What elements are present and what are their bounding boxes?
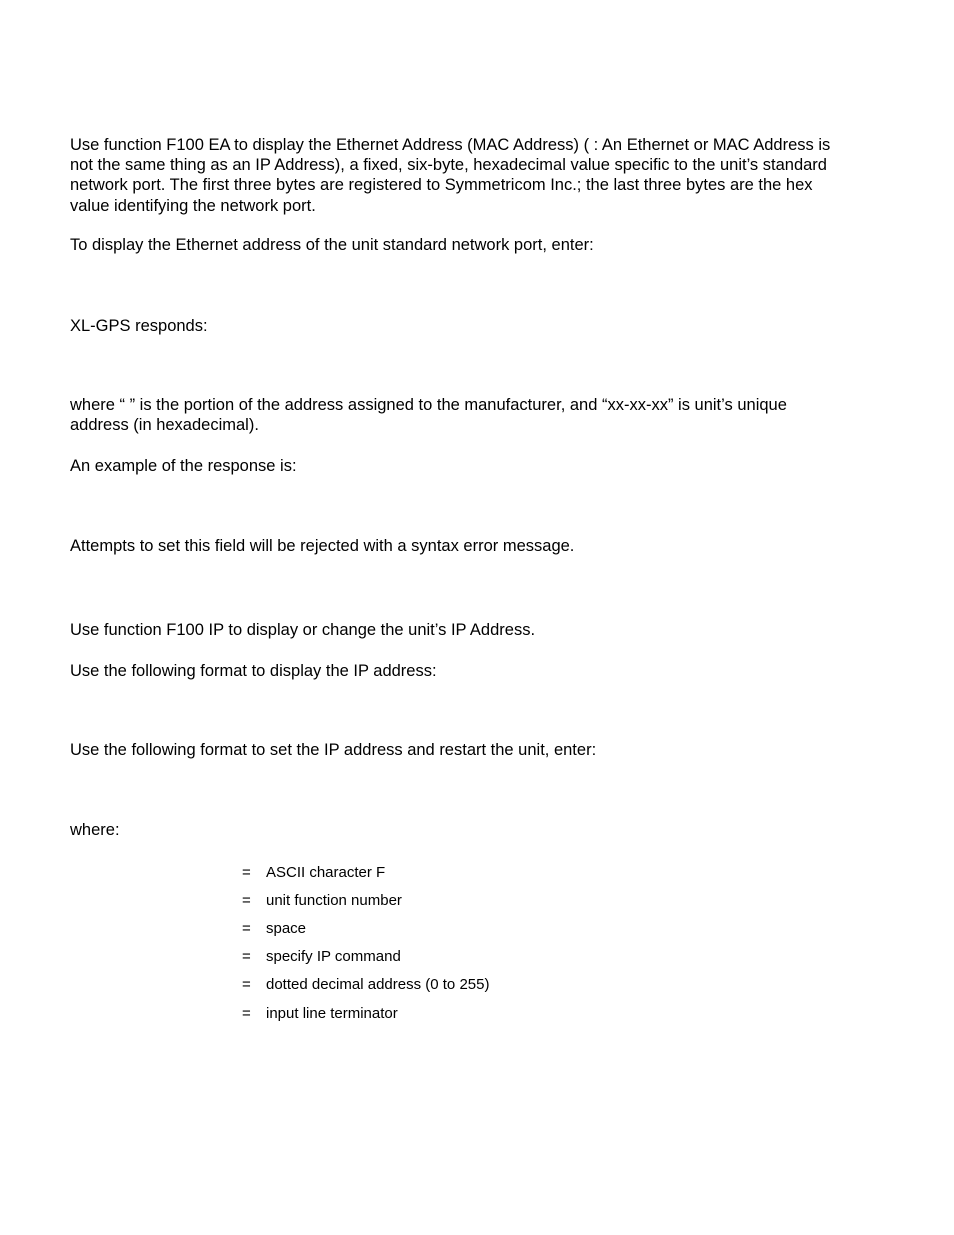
- equals-sign: =: [242, 948, 251, 965]
- definition-text: dotted decimal address (0 to 255): [266, 976, 490, 993]
- definition-row: [242, 864, 385, 882]
- ip-intro-paragraph: Use function F100 IP to display or change the unit’s IP Address.: [70, 621, 536, 639]
- equals-sign: =: [242, 976, 251, 993]
- ea-attempts-paragraph: Attempts to set this field will be rejected with a syntax error message.: [70, 537, 575, 555]
- definition-row: [242, 1005, 398, 1023]
- definition-row: [242, 948, 401, 966]
- definition-text: ASCII character F: [266, 864, 386, 881]
- ip-where-paragraph: where:: [70, 821, 120, 839]
- definition-row: [242, 892, 402, 910]
- definition-row: [242, 976, 489, 994]
- equals-sign: =: [242, 1005, 251, 1022]
- definition-text: space: [266, 920, 307, 937]
- definition-row: [242, 920, 306, 938]
- ea-intro-paragraph: Use function F100 EA to display the Ethernet Address (MAC Address) ( : An Ethernet or MAC Address is not the same thing as an IP Address), a fixed, six-byte, hexadecimal value specific to the unit’s standard network port. The first three bytes are registered to Symmetricom Inc.; the last three bytes are the hex value identifying the network port.: [70, 136, 831, 215]
- equals-sign: =: [242, 892, 251, 909]
- definition-text: specify IP command: [266, 948, 401, 965]
- ea-display-paragraph: To display the Ethernet address of the unit standard network port, enter:: [70, 236, 594, 254]
- ea-responds-paragraph: XL-GPS responds:: [70, 317, 208, 335]
- ea-where-paragraph: where “ ” is the portion of the address assigned to the manufacturer, and “xx-xx-xx” is unit’s unique address (in hexadecimal).: [70, 396, 787, 435]
- definition-text: unit function number: [266, 892, 402, 909]
- ip-display-paragraph: Use the following format to display the IP address:: [70, 662, 437, 680]
- ip-set-paragraph: Use the following format to set the IP address and restart the unit, enter:: [70, 741, 597, 759]
- definition-text: input line terminator: [266, 1005, 398, 1022]
- equals-sign: =: [242, 920, 251, 937]
- equals-sign: =: [242, 864, 251, 881]
- ea-example-paragraph: An example of the response is:: [70, 457, 297, 475]
